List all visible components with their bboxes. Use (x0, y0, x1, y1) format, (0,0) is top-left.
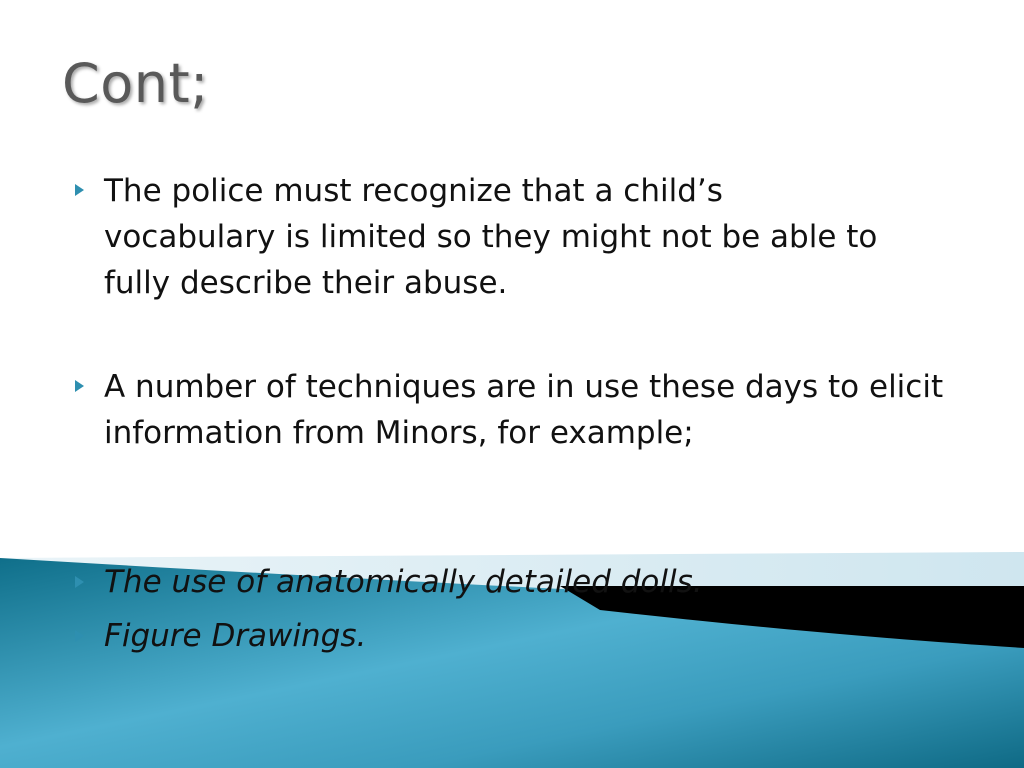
bullet-item (74, 168, 904, 306)
bullet-text: The police must recognize that a child’s vocabulary is limited so they might not be able to fully describe their abuse. (104, 173, 888, 301)
bullet-item (74, 556, 703, 608)
right-triangle-icon (74, 556, 104, 589)
bullet-item (74, 610, 366, 662)
slide-title: Cont; (62, 52, 209, 115)
right-triangle-icon (74, 168, 104, 197)
bullet-text: Figure Drawings. (104, 618, 367, 654)
right-triangle-icon (74, 364, 104, 393)
bullet-text: The use of anatomically detailed dolls. (104, 564, 703, 600)
bullet-item (74, 364, 974, 456)
right-triangle-icon (74, 610, 104, 643)
bullet-text: A number of techniques are in use these days to elicit information from Minors, for example; (104, 369, 963, 451)
